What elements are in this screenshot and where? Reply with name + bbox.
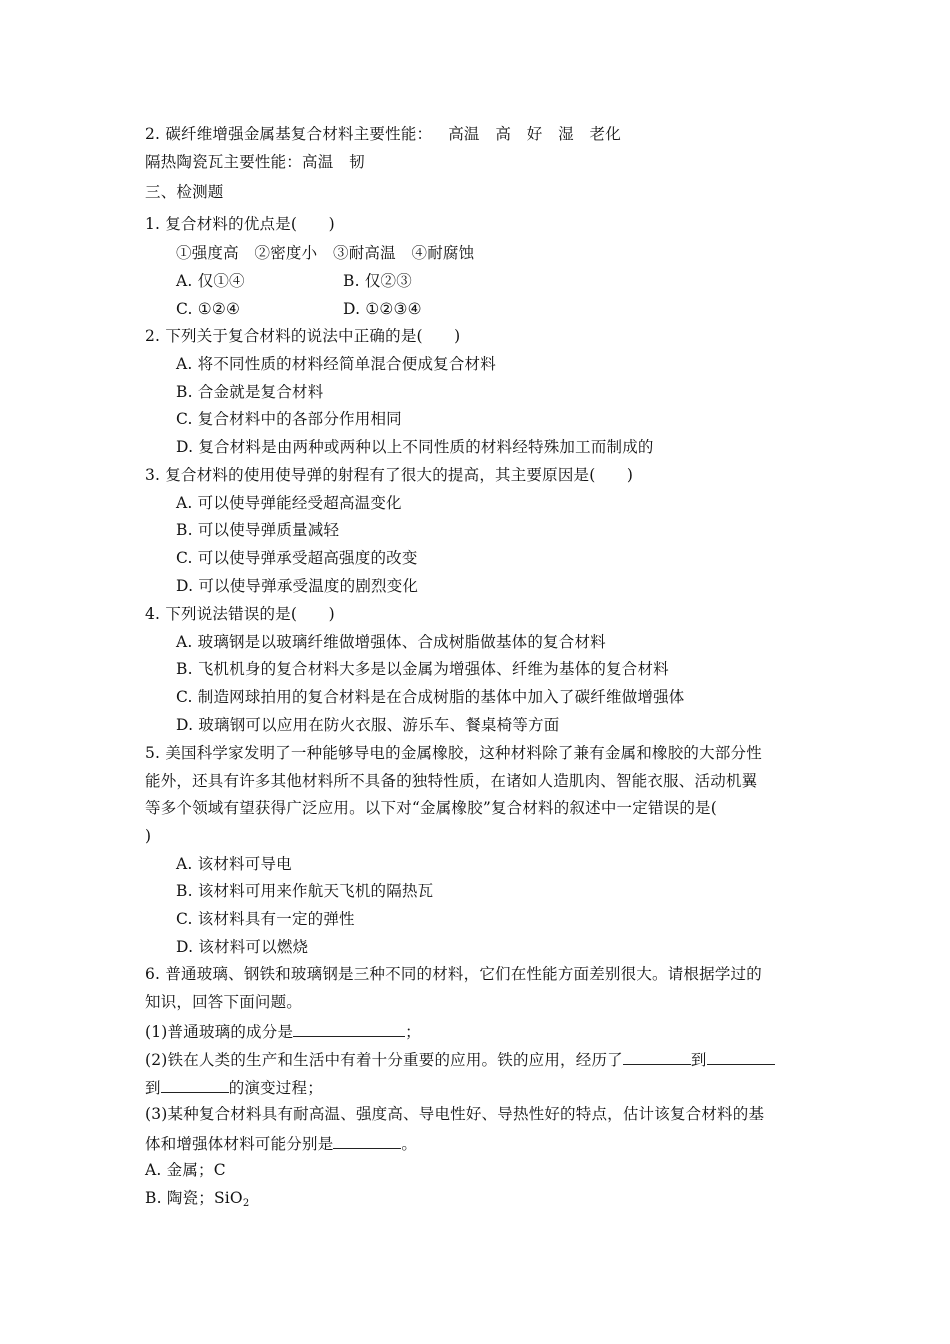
q1-option-d: D. ①②③④	[343, 300, 422, 318]
q6-part-2-line-1	[145, 1048, 775, 1070]
q6-part-3-text: 体和增强体材料可能分别是	[145, 1135, 334, 1153]
q3-option-c: C. 可以使导弹承受超高强度的改变	[176, 549, 418, 567]
q2-option-c: C. 复合材料中的各部分作用相同	[176, 410, 402, 428]
q4-option-b: B. 飞机机身的复合材料大多是以金属为增强体、纤维为基体的复合材料	[176, 660, 669, 678]
q5-stem-line-1: 5. 美国科学家发明了一种能够导电的金属橡胶，这种材料除了兼有金属和橡胶的大部分性	[145, 744, 762, 762]
q6-part-2-mid: 到	[690, 1051, 707, 1069]
q6-part-2-blank-1[interactable]	[623, 1048, 691, 1065]
q6-part-1	[145, 1020, 421, 1042]
q6-part-3-line-1: (3)某种复合材料具有耐高温、强度高、导电性好、导热性好的特点，估计该复合材料的基	[145, 1105, 765, 1123]
q3-option-d: D. 可以使导弹承受温度的剧烈变化	[176, 577, 419, 595]
q6-part-1-blank[interactable]	[293, 1020, 405, 1037]
q6-part-2-text: (2)铁在人类的生产和生活中有着十分重要的应用。铁的应用，经历了	[145, 1051, 623, 1069]
q6-stem-line-1: 6. 普通玻璃、钢铁和玻璃钢是三种不同的材料，它们在性能方面差别很大。请根据学过的	[145, 965, 762, 983]
q5-option-c: C. 该材料具有一定的弹性	[176, 910, 355, 928]
prev-tile-line: 隔热陶瓷瓦主要性能：高温 韧	[145, 153, 365, 171]
q1-option-a: A. 仅①④	[176, 272, 245, 290]
q1-option-c: C. ①②④	[176, 300, 241, 318]
q6-part-1-text: (1)普通玻璃的成分是	[145, 1023, 294, 1041]
q6-part-2-line-2	[145, 1076, 323, 1098]
q5-stem-line-2: 能外，还具有许多其他材料所不具备的独特性质，在诸如人造肌肉、智能衣服、活动机翼	[145, 772, 758, 790]
q6-part-2-line-2-start: 到	[145, 1079, 161, 1097]
q6-part-2-blank-2[interactable]	[707, 1048, 775, 1065]
q6-part-2-line-2-end: 的演变过程；	[228, 1079, 323, 1097]
q5-option-b: B. 该材料可用来作航天飞机的隔热瓦	[176, 882, 434, 900]
q6-part-3-end: 。	[401, 1135, 418, 1153]
q1-items: ①强度高 ②密度小 ③耐高温 ④耐腐蚀	[176, 244, 475, 262]
q2-option-a: A. 将不同性质的材料经简单混合便成复合材料	[176, 355, 496, 373]
q3-option-a: A. 可以使导弹能经受超高温变化	[176, 494, 402, 512]
q1-stem: 1. 复合材料的优点是( )	[145, 215, 335, 233]
prev-item-2-values: 高温 高 好 湿 老化	[448, 125, 621, 143]
q6-option-b-text: B. 陶瓷；SiO	[145, 1189, 243, 1207]
q5-option-d: D. 该材料可以燃烧	[176, 938, 309, 956]
q2-option-d: D. 复合材料是由两种或两种以上不同性质的材料经特殊加工而制成的	[176, 438, 654, 456]
q6-option-b-subscript: 2	[242, 1198, 250, 1209]
q3-option-b: B. 可以使导弹质量减轻	[176, 521, 340, 539]
q6-part-3-line-2	[145, 1132, 417, 1154]
prev-item-2-label: 2. 碳纤维增强金属基复合材料主要性能：	[145, 125, 433, 143]
q6-part-2-blank-3[interactable]	[161, 1076, 229, 1093]
q6-option-b	[145, 1188, 249, 1214]
q3-stem: 3. 复合材料的使用使导弹的射程有了很大的提高，其主要原因是( )	[145, 466, 634, 484]
q6-option-a: A. 金属；C	[145, 1161, 226, 1179]
q6-part-3-blank[interactable]	[333, 1132, 401, 1149]
section-title: 三、检测题	[145, 183, 224, 201]
q1-option-b: B. 仅②③	[343, 272, 412, 290]
q4-option-c: C. 制造网球拍用的复合材料是在合成树脂的基体中加入了碳纤维做增强体	[176, 688, 685, 706]
q5-stem-line-4: )	[145, 827, 152, 845]
q5-option-a: A. 该材料可导电	[176, 855, 292, 873]
q4-stem: 4. 下列说法错误的是( )	[145, 605, 335, 623]
q4-option-d: D. 玻璃钢可以应用在防火衣服、游乐车、餐桌椅等方面	[176, 716, 560, 734]
q2-stem: 2. 下列关于复合材料的说法中正确的是( )	[145, 327, 461, 345]
q6-stem-line-2: 知识，回答下面问题。	[145, 993, 303, 1011]
q2-option-b: B. 合金就是复合材料	[176, 383, 324, 401]
q4-option-a: A. 玻璃钢是以玻璃纤维做增强体、合成树脂做基体的复合材料	[176, 633, 606, 651]
q6-part-1-end: ；	[405, 1023, 421, 1041]
q5-stem-line-3: 等多个领域有望获得广泛应用。以下对“金属橡胶”复合材料的叙述中一定错误的是(	[145, 799, 717, 817]
prev-item-2	[145, 124, 621, 144]
